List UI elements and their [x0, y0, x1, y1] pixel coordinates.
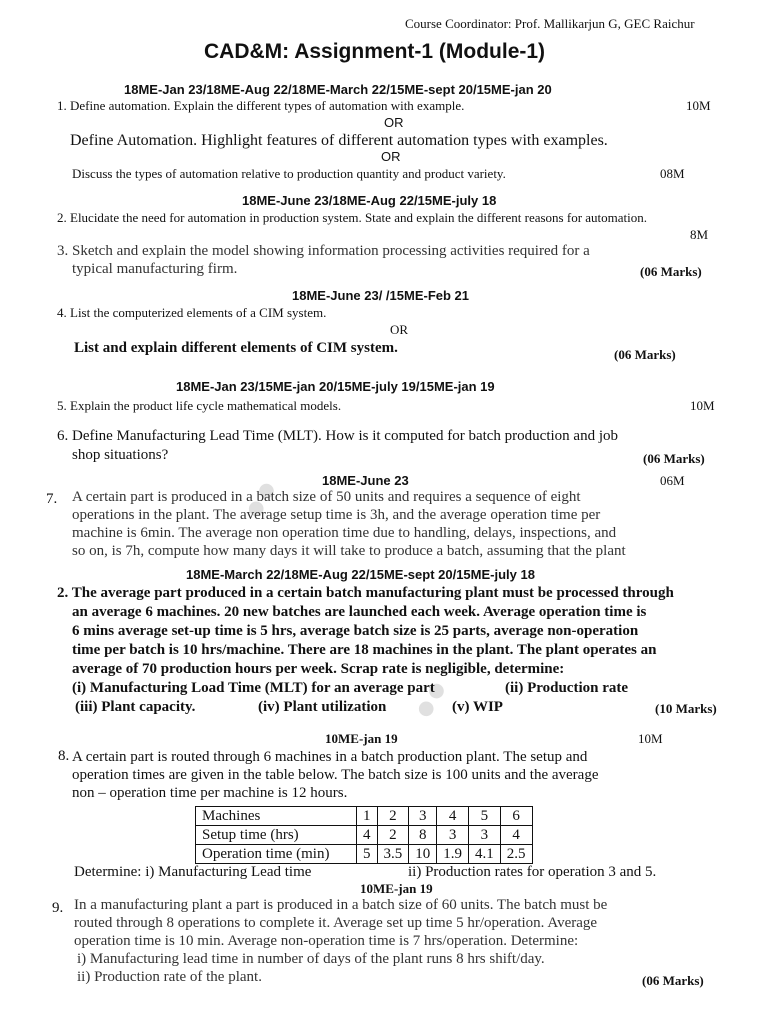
question-3-line2: typical manufacturing firm.	[72, 261, 238, 277]
table-cell: Setup time (hrs)	[196, 826, 357, 845]
question-number: 8.	[58, 748, 70, 764]
table-cell: 2.5	[500, 845, 532, 864]
question-9-line2: routed through 8 operations to complete it. Average set up time 5 hr/operation. Average	[74, 915, 598, 931]
section-heading: 18ME-March 22/18ME-Aug 22/15ME-sept 20/15ME-july 18	[186, 567, 535, 582]
table-cell: 2	[377, 807, 409, 826]
question-7-line2: operations in the plant. The average setup time is 3h, and the average operation time per	[72, 507, 601, 523]
page-title: CAD&M: Assignment-1 (Module-1)	[204, 40, 546, 63]
question-6-line1: 6. Define Manufacturing Lead Time (MLT). How is it computed for batch production and job	[57, 428, 618, 444]
marks: (06 Marks)	[640, 264, 702, 279]
table-cell: Operation time (min)	[196, 845, 357, 864]
question-1-alt2: Discuss the types of automation relative to production quantity and product variety.	[72, 166, 506, 181]
section-heading: 10ME-jan 19	[360, 881, 433, 896]
question-2b-line1: 2. The average part produced in a certain batch manufacturing plant must be processed through	[57, 585, 674, 601]
question-4-alt: List and explain different elements of CIM system.	[74, 340, 398, 356]
table-cell: 4.1	[469, 845, 501, 864]
table-row	[196, 845, 533, 864]
table-cell: 3	[409, 807, 437, 826]
question-9-line1: In a manufacturing plant a part is produced in a batch size of 60 units. The batch must be	[74, 897, 608, 913]
table-cell: 3	[469, 826, 501, 845]
table-cell: 2	[377, 826, 409, 845]
table-cell: 3	[437, 826, 469, 845]
question-4: 4. List the computerized elements of a CIM system.	[57, 305, 327, 320]
question-2b-line3: 6 mins average set-up time is 5 hrs, average batch size is 25 parts, average non-operation	[72, 623, 639, 639]
table-row	[196, 807, 533, 826]
table-row	[196, 826, 533, 845]
question-2b-line7c: (v) WIP	[452, 699, 503, 715]
marks: 8M	[690, 227, 709, 242]
table-cell: 1	[357, 807, 378, 826]
question-8-determine: Determine: i) Manufacturing Lead time	[74, 864, 312, 880]
question-9-line3: operation time is 10 min. Average non-operation time is 7 hrs/operation. Determine:	[74, 933, 579, 949]
marks: (06 Marks)	[614, 347, 676, 362]
question-8-line3: non – operation time per machine is 12 hours.	[72, 785, 348, 801]
question-3-line1: 3. Sketch and explain the model showing information processing activities required for a	[57, 243, 590, 259]
question-number: 9.	[52, 900, 64, 916]
question-9-line5: ii) Production rate of the plant.	[77, 969, 262, 985]
question-2b-line4: time per batch is 10 hrs/machine. There are 18 machines in the plant. The plant operates an	[72, 642, 657, 658]
watermark: ●●	[403, 671, 457, 727]
question-5: 5. Explain the product life cycle mathematical models.	[57, 398, 342, 413]
question-8-line1: A certain part is routed through 6 machines in a batch production plant. The setup and	[72, 749, 588, 765]
question-6-line2: shop situations?	[72, 447, 169, 463]
section-heading: 18ME-Jan 23/15ME-jan 20/15ME-july 19/15ME-jan 19	[176, 379, 495, 394]
marks: (10 Marks)	[655, 701, 717, 716]
table-cell: 4	[357, 826, 378, 845]
marks: 10M	[690, 398, 715, 413]
table-cell: 5	[469, 807, 501, 826]
table-cell: 1.9	[437, 845, 469, 864]
table-cell: 6	[500, 807, 532, 826]
marks: 08M	[660, 166, 685, 181]
question-7-line1: A certain part is produced in a batch size of 50 units and requires a sequence of eight	[72, 489, 581, 505]
table-cell: 5	[357, 845, 378, 864]
table-cell: Machines	[196, 807, 357, 826]
question-number: 7.	[46, 491, 58, 507]
question-2b-line2: an average 6 machines. 20 new batches are launched each week. Average operation time is	[72, 604, 647, 620]
question-1-alt: Define Automation. Highlight features of different automation types with examples.	[70, 132, 608, 149]
or-separator: OR	[384, 115, 404, 130]
marks: 10M	[686, 98, 711, 113]
question-8-line2: operation times are given in the table below. The batch size is 100 units and the average	[72, 767, 599, 783]
question-2b-line6: (i) Manufacturing Load Time (MLT) for an average part	[72, 680, 435, 696]
section-heading: 18ME-June 23/18ME-Aug 22/15ME-july 18	[242, 193, 497, 208]
machines-table	[195, 806, 533, 864]
section-heading: 18ME-June 23	[322, 473, 409, 488]
question-2b-line5: average of 70 production hours per week. Scrap rate is negligible, determine:	[72, 661, 565, 677]
section-heading: 18ME-June 23/ /15ME-Feb 21	[292, 288, 470, 303]
question-2b-line7b: (iv) Plant utilization	[258, 699, 387, 715]
question-2b-line7a: (iii) Plant capacity.	[75, 699, 196, 715]
marks: 06M	[660, 473, 685, 488]
marks: 10M	[638, 731, 663, 746]
question-8-determine2: ii) Production rates for operation 3 and 5.	[408, 864, 657, 880]
question-7-line4: so on, is 7h, compute how many days it will take to produce a batch, assuming that the plant	[72, 543, 626, 559]
course-coordinator: Course Coordinator: Prof. Mallikarjun G, GEC Raichur	[405, 16, 695, 31]
table-cell: 8	[409, 826, 437, 845]
table-cell: 4	[437, 807, 469, 826]
section-heading: 18ME-Jan 23/18ME-Aug 22/18ME-March 22/15ME-sept 20/15ME-jan 20	[124, 82, 552, 97]
or-separator: OR	[381, 149, 401, 164]
table-cell: 4	[500, 826, 532, 845]
question-2: 2. Elucidate the need for automation in production system. State and explain the different reasons for automation.	[57, 210, 648, 225]
table-cell: 10	[409, 845, 437, 864]
table-cell: 3.5	[377, 845, 409, 864]
question-1: 1. Define automation. Explain the different types of automation with example.	[57, 98, 465, 113]
question-9-line4: i) Manufacturing lead time in number of days of the plant runs 8 hrs shift/day.	[77, 951, 545, 967]
marks: (06 Marks)	[642, 973, 704, 988]
section-heading: 10ME-jan 19	[325, 731, 398, 746]
marks: (06 Marks)	[643, 451, 705, 466]
watermark: ●●	[233, 471, 287, 527]
question-2b-line6b: (ii) Production rate	[505, 680, 629, 696]
question-7-line3: machine is 6min. The average non operation time due to handling, delays, inspections, and	[72, 525, 617, 541]
or-separator: OR	[390, 322, 409, 337]
